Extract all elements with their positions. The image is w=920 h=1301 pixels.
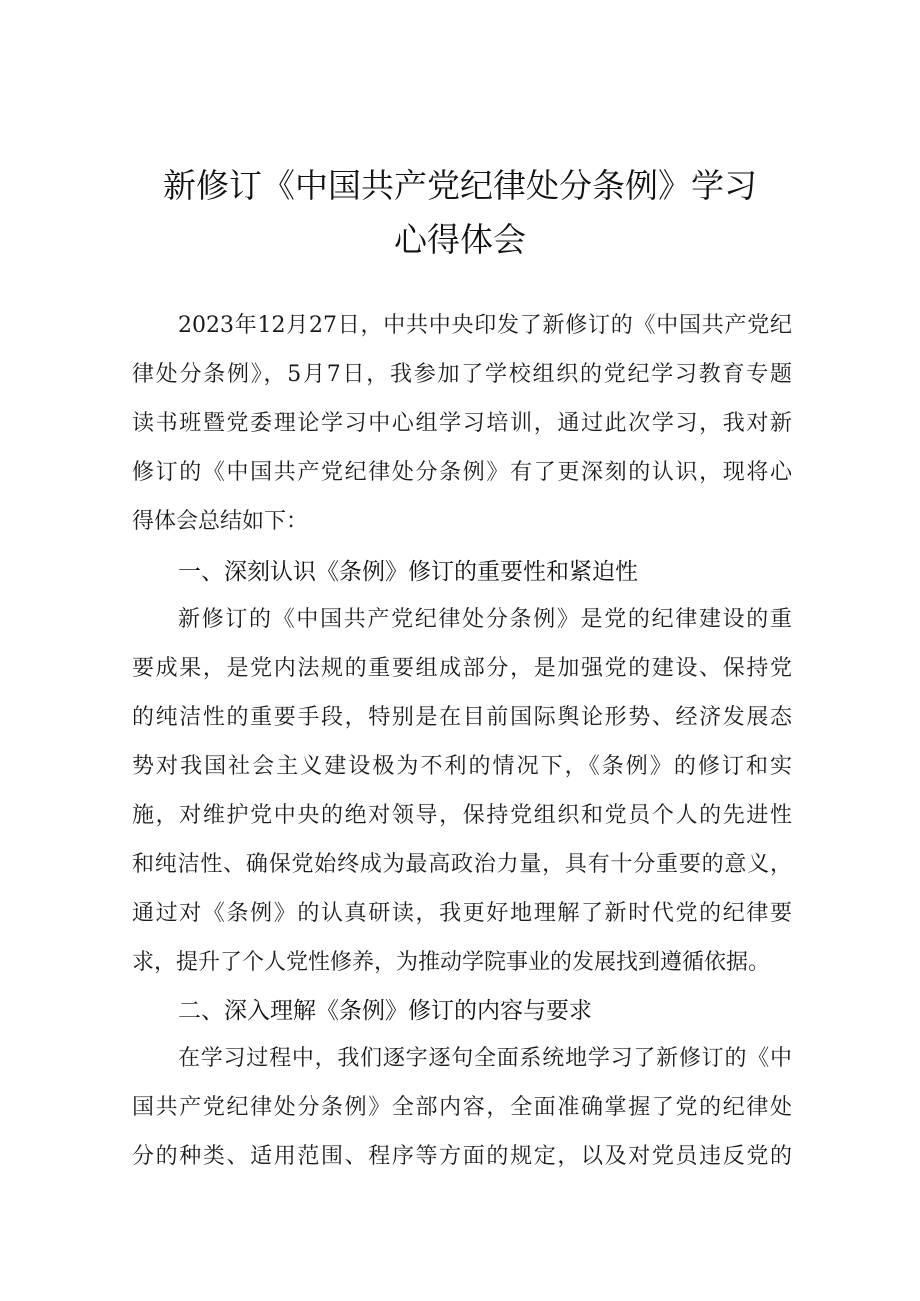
section-1-line-2: 要成果，是党内法规的重要组成部分，是加强党的建设、保持党 — [132, 656, 792, 681]
document-title-line-2: 心得体会 — [394, 220, 526, 259]
document-title-line-1: 新修订《中国共产党纪律处分条例》学习 — [163, 166, 757, 205]
section-1-heading: 一、深刻认识《条例》修订的重要性和紧迫性 — [178, 559, 638, 585]
intro-line-3: 读书班暨党委理论学习中心组学习培训，通过此次学习，我对新 — [132, 411, 792, 436]
section-2-line-3: 分的种类、适用范围、程序等方面的规定，以及对党员违反党的 — [132, 1144, 792, 1169]
section-1-line-4: 势对我国社会主义建设极为不利的情况下，《条例》的修订和实 — [132, 754, 792, 779]
section-1-line-7: 通过对《条例》的认真研读，我更好地理解了新时代党的纪律要 — [132, 901, 792, 926]
section-1-line-1: 新修订的《中国共产党纪律处分条例》是党的纪律建设的重 — [178, 607, 792, 632]
section-2-line-2: 国共产党纪律处分条例》全部内容，全面准确掌握了党的纪律处 — [132, 1095, 792, 1120]
intro-line-2: 律处分条例》，5月7日，我参加了学校组织的党纪学习教育专题 — [132, 362, 792, 387]
section-1-line-8: 求，提升了个人党性修养，为推动学院事业的发展找到遵循依据。 — [132, 950, 771, 975]
section-2-heading: 二、深入理解《条例》修订的内容与要求 — [178, 998, 592, 1024]
intro-line-1: 2023年12月27日，中共中央印发了新修订的《中国共产党纪 — [178, 313, 792, 338]
section-1-line-5: 施，对维护党中央的绝对领导，保持党组织和党员个人的先进性 — [132, 803, 792, 828]
intro-line-4: 修订的《中国共产党纪律处分条例》有了更深刻的认识，现将心 — [132, 460, 792, 485]
section-1-line-6: 和纯洁性、确保党始终成为最高政治力量，具有十分重要的意义， — [132, 852, 792, 877]
section-1-line-3: 的纯洁性的重要手段，特别是在目前国际舆论形势、经济发展态 — [132, 705, 792, 730]
intro-line-5: 得体会总结如下： — [132, 509, 309, 534]
section-2-line-1: 在学习过程中，我们逐字逐句全面系统地学习了新修订的《中 — [178, 1046, 792, 1071]
